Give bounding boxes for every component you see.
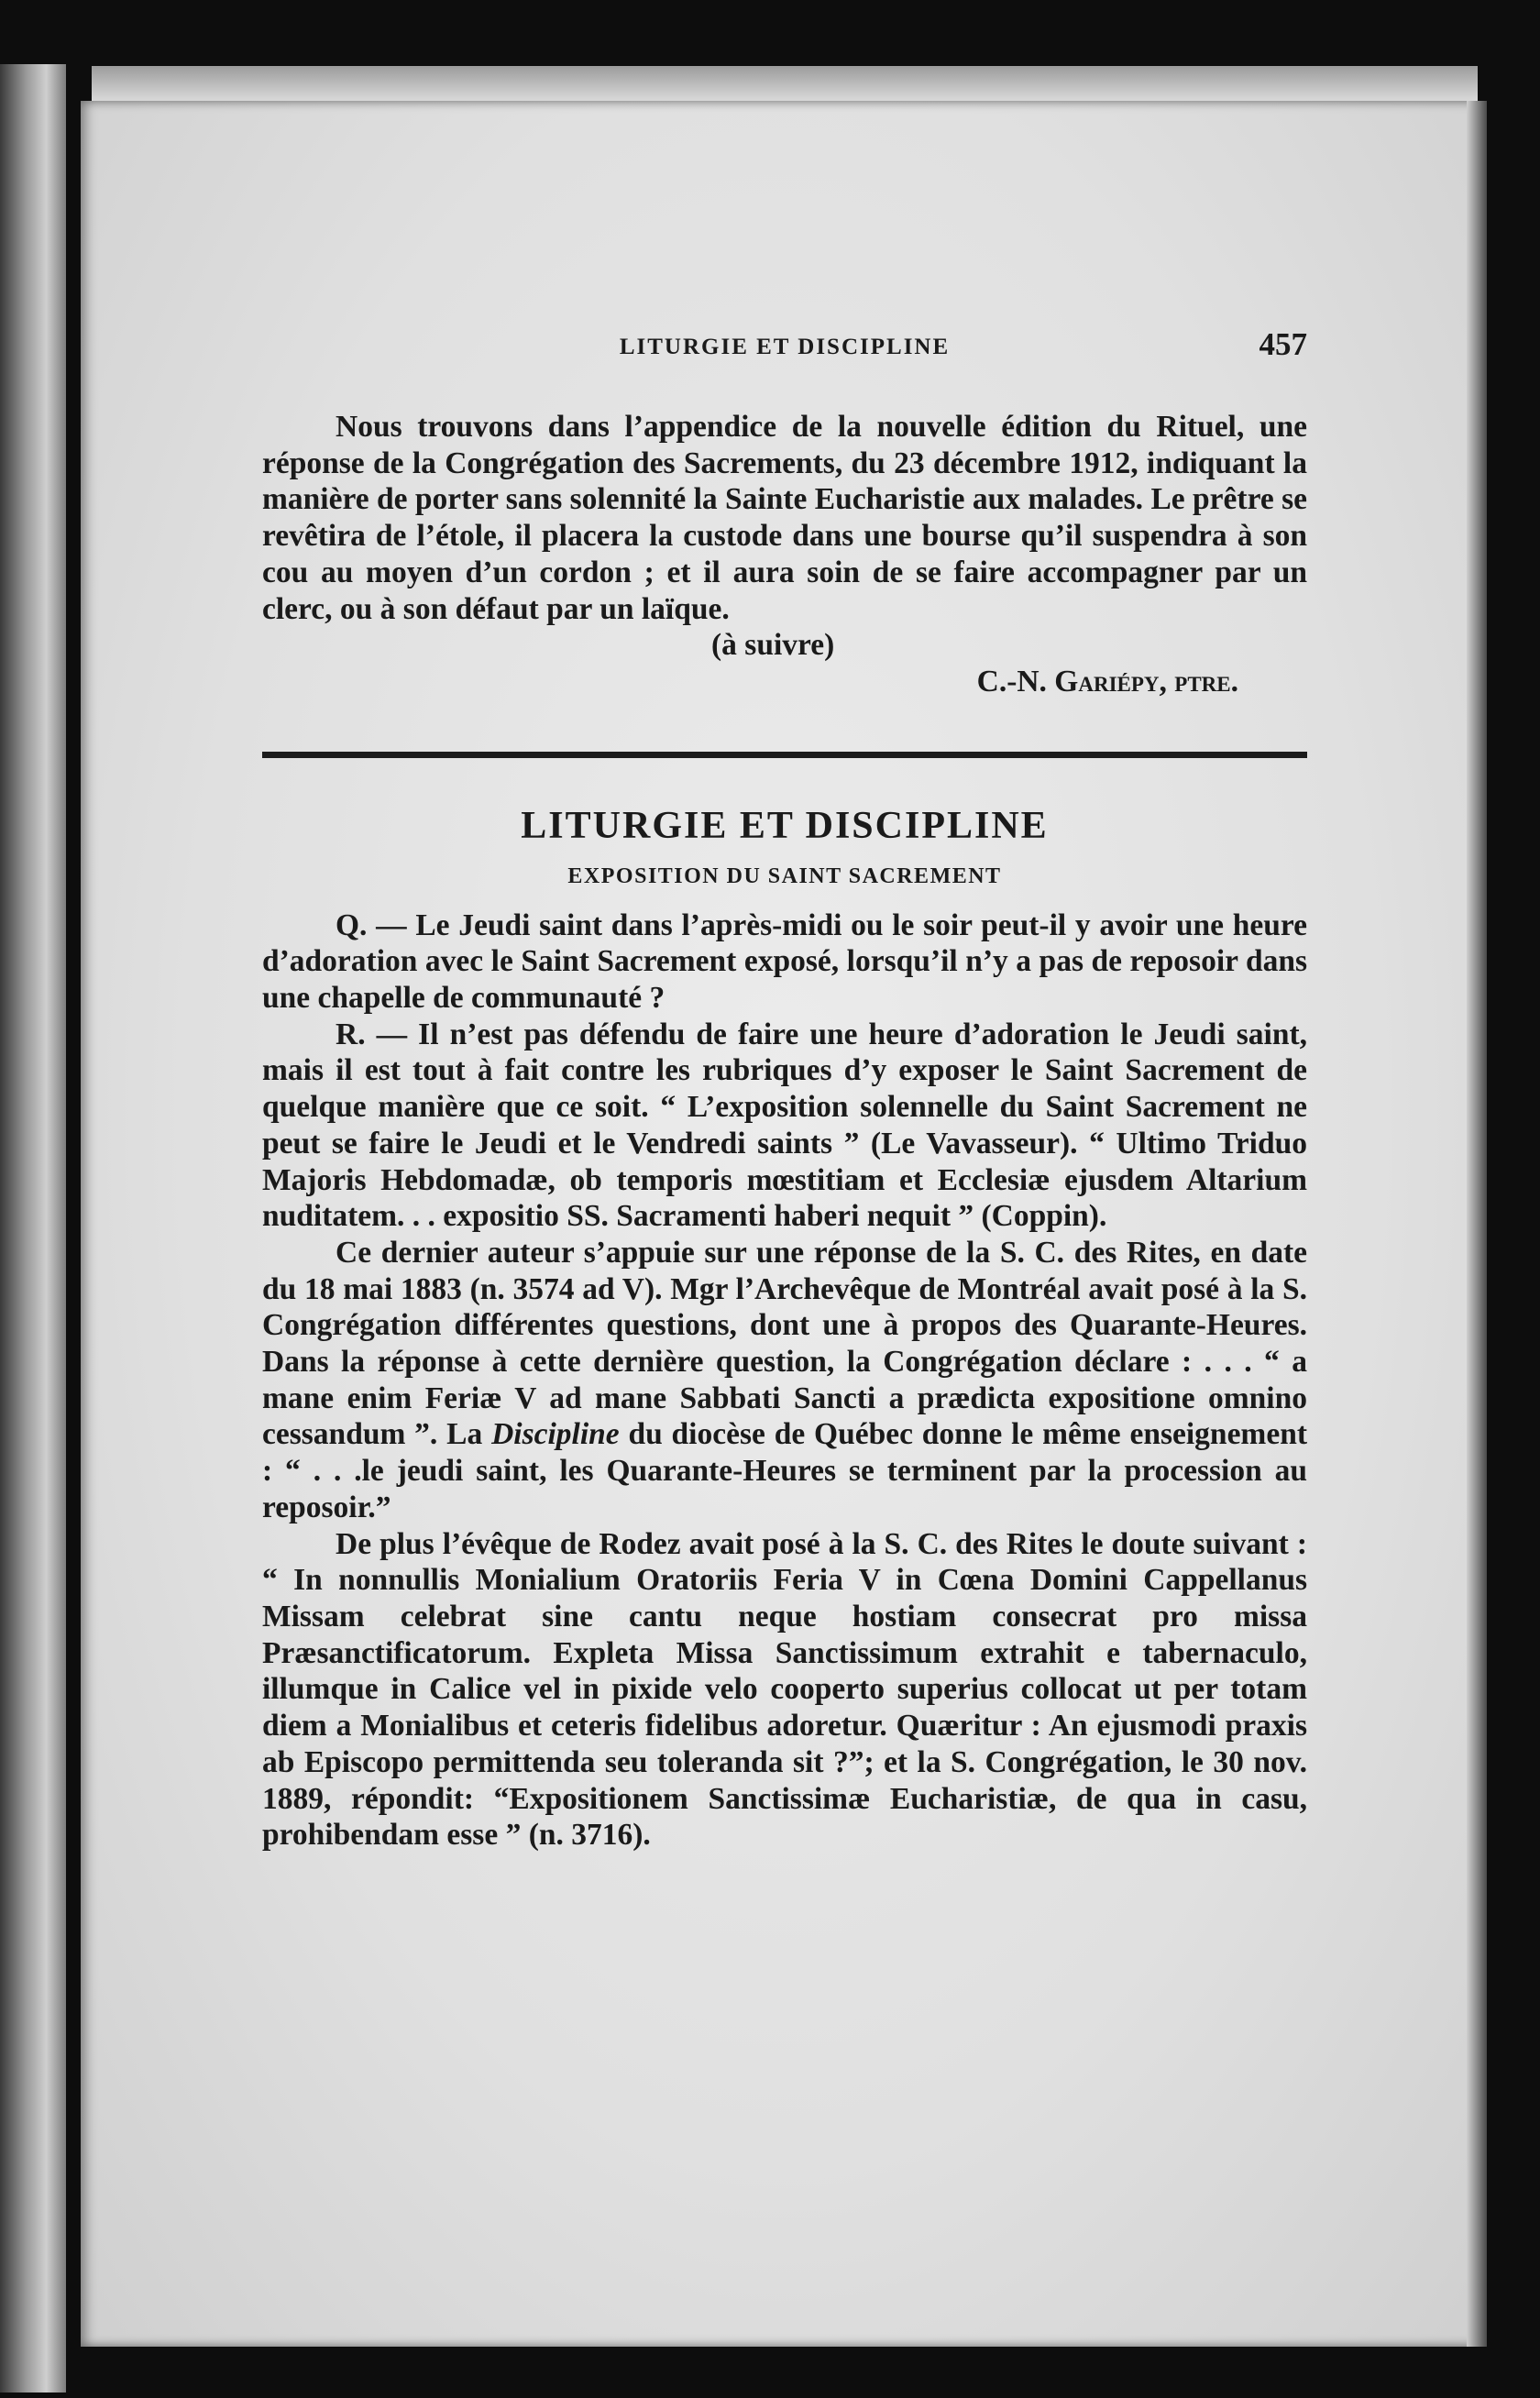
question-paragraph: Q. — Le Jeudi saint dans l’après-midi ou le soir peut-il y avoir une heure d’adoration avec le Saint Sacrement exposé, lorsqu’il n’y a pas de reposoir dans une chapelle de communauté ?	[262, 908, 1307, 1016]
running-header	[262, 321, 1307, 367]
paragraph-3-part-a: Ce dernier auteur s’appuie sur une réponse de la S. C. des Rites, en date du 18 mai 1883 (n. 3574 ad V). Mgr l’Archevêque de Montréal avait posé à la S. Congrégation différentes questions, dont une à propos des Quarante-Heures. Dans la réponse à cette dernière question, la Congrégation déclare : . . . “ a mane enim Feriæ V ad mane Sabbati Sancti a prædicta expositione omnino cessandum ”. La	[262, 1235, 1307, 1452]
paragraph-4: De plus l’évêque de Rodez avait posé à la S. C. des Rites le doute suivant : “ In nonnullis Monialium Oratoriis Feria V in Cœna Domini Cappellanus Missam celebrat sine cantu neque hostiam consecrat pro missa Præsanctificatorum. Expleta Missa Sanctissimum extrahit e tabernaculo, illumque in Calice vel in pixide velo cooperto superius collocat ut per totam diem a Monialibus et ceteris fidelibus adoretur. Quæritur : An ejusmodi praxis ab Episcopo permittenda seu toleranda sit ?”; et la S. Congrégation, le 30 nov. 1889, répondit: “Expositionem Sanctissimæ Eucharistiæ, de qua in casu, prohibendam esse ” (n. 3716).	[262, 1526, 1307, 1853]
adjacent-page-edge	[0, 64, 66, 2392]
section-divider	[262, 752, 1307, 758]
author-signature: C.-N. Gariépy, ptre.	[976, 664, 1238, 698]
paragraph-3-part-b: du diocèse de Québec donne le même enseignement : “ . . .le jeudi saint, les Quarante-Heures se terminent par la procession au reposoir.”	[262, 1417, 1307, 1524]
page-right-shadow	[1467, 101, 1487, 2347]
page-content	[262, 321, 1307, 1854]
intro-paragraph: Nous trouvons dans l’appendice de la nouvelle édition du Rituel, une réponse de la Congrégation des Sacrements, du 23 décembre 1912, indiquant la manière de porter sans solennité la Sainte Eucharistie aux malades. Le prêtre se revêtira de l’étole, il placera la custode dans une bourse qu’il suspendra à son cou au moyen d’un cordon ; et il aura soin de se faire accompagner par un clerc, ou à son défaut par un laïque.	[262, 410, 1307, 626]
page-number: 457	[1259, 326, 1307, 362]
answer-paragraph: R. — Il n’est pas défendu de faire une heure d’adoration le Jeudi saint, mais il est tout à fait contre les rubriques d’y exposer le Saint Sacrement de quelque manière que ce soit. “ L’exposition solennelle du Saint Sacrement ne peut se faire le Jeudi et le Vendredi saints ” (Le Vavasseur). “ Ultimo Triduo Majoris Hebdomadæ, ob temporis mœstitiam et Ecclesiæ ejusdem Altarium nuditatem. . . expositio SS. Sacramenti haberi nequit ” (Coppin).	[262, 1017, 1307, 1234]
running-title: LITURGIE ET DISCIPLINE	[619, 335, 951, 359]
section-subtitle: EXPOSITION DU SAINT SACREMENT	[567, 864, 1002, 888]
section-title: LITURGIE ET DISCIPLINE	[521, 804, 1049, 847]
continuation-note: (à suivre)	[711, 628, 835, 663]
discipline-title: Discipline	[491, 1417, 620, 1452]
paragraph-3	[262, 1235, 1307, 1526]
